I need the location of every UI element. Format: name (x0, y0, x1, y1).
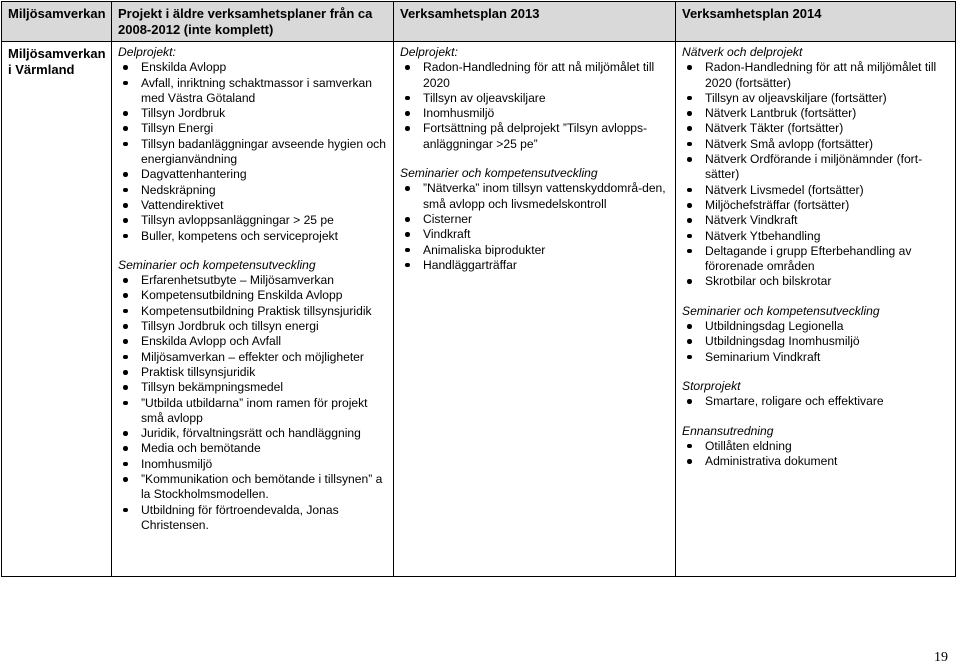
list-item: Nätverk Lantbruk (fortsätter) (682, 106, 951, 121)
list-item: Utbildningsdag Legionella (682, 319, 951, 334)
bullet-list (118, 60, 389, 244)
list-item: Nätverk Livsmedel (fortsätter) (682, 183, 951, 198)
list-item: ”Nätverka” inom tillsyn vattenskyddområ-den, små avlopp och livsmedelskontroll (400, 181, 671, 212)
list-item: Nätverk Ordförande i miljönämnder (fort-sätter) (682, 152, 951, 183)
list-item: Vattendirektivet (118, 198, 389, 213)
plan-2014-cell (676, 42, 956, 577)
list-item: Tillsyn badanläggningar avseende hygien och energianvändning (118, 137, 389, 168)
list-item: Fortsättning på delprojekt ”Tilsyn avlopps-anläggningar >25 pe” (400, 121, 671, 152)
bullet-list (400, 60, 671, 152)
list-item: Tillsyn av oljeavskiljare (fortsätter) (682, 91, 951, 106)
list-item: Praktisk tillsynsjuridik (118, 365, 389, 380)
list-item: Vindkraft (400, 227, 671, 242)
list-item: Avfall, inriktning schaktmassor i samverkan med Västra Götaland (118, 76, 389, 107)
header-cell: Verksamhetsplan 2013 (394, 2, 676, 42)
list-item: Media och bemötande (118, 441, 389, 456)
list-item: Enskilda Avlopp och Avfall (118, 334, 389, 349)
list-item: Dagvattenhantering (118, 167, 389, 182)
list-item: Kompetensutbildning Enskilda Avlopp (118, 288, 389, 303)
table-row (2, 42, 956, 577)
section-heading: Ennansutredning (682, 423, 774, 438)
bullet-list (400, 181, 671, 273)
header-cell: Projekt i äldre verksamhetsplaner från ca 2008-2012 (inte komplett) (112, 2, 394, 42)
list-item: Otillåten eldning (682, 439, 951, 454)
list-item: Administrativa dokument (682, 454, 951, 469)
list-item: Utbildningsdag Inomhusmiljö (682, 334, 951, 349)
list-item: Tillsyn Jordbruk och tillsyn energi (118, 319, 389, 334)
list-item: Juridik, förvaltningsrätt och handläggning (118, 426, 389, 441)
section-heading: Delprojekt: (118, 45, 176, 59)
list-item: Tillsyn Energi (118, 121, 389, 136)
list-item: Buller, kompetens och serviceprojekt (118, 229, 389, 244)
list-item: Kompetensutbildning Praktisk tillsynsjuridik (118, 304, 389, 319)
list-item: Enskilda Avlopp (118, 60, 389, 75)
header-cell: Miljösamverkan (2, 2, 112, 42)
bullet-list (682, 319, 951, 365)
list-item: Erfarenhetsutbyte – Miljösamverkan (118, 273, 389, 288)
section-heading: Delprojekt: (400, 45, 458, 59)
list-item: Seminarium Vindkraft (682, 350, 951, 365)
section-heading: Storprojekt (682, 378, 741, 393)
section-heading: Nätverk och delprojekt (682, 45, 803, 59)
section-heading: Seminarier och kompetensutveckling (400, 166, 598, 181)
list-item: ”Kommunikation och bemötande i tillsynen” a la Stockholmsmodellen. (118, 472, 389, 503)
list-item: Nätverk Vindkraft (682, 213, 951, 228)
section-heading: Seminarier och kompetensutveckling (118, 257, 316, 272)
list-item: Handläggarträffar (400, 258, 671, 273)
list-item: Radon-Handledning för att nå miljömålet till 2020 (fortsätter) (682, 60, 951, 91)
bullet-list (118, 273, 389, 533)
list-item: Deltagande i grupp Efterbehandling av förorenade områden (682, 244, 951, 275)
list-item: Tillsyn avloppsanläggningar > 25 pe (118, 213, 389, 228)
bullet-list (682, 394, 951, 409)
list-item: Inomhusmiljö (118, 457, 389, 472)
list-item: Smartare, roligare och effektivare (682, 394, 951, 409)
list-item: ”Utbilda utbildarna” inom ramen för projekt små avlopp (118, 396, 389, 427)
list-item: Tillsyn av oljeavskiljare (400, 91, 671, 106)
list-item: Cisterner (400, 212, 671, 227)
header-row (2, 2, 956, 42)
bullet-list (682, 60, 951, 289)
list-item: Animaliska biprodukter (400, 243, 671, 258)
list-item: Radon-Handledning för att nå miljömålet till 2020 (400, 60, 671, 91)
list-item: Nätverk Små avlopp (fortsätter) (682, 137, 951, 152)
activity-plan-table (1, 1, 956, 577)
list-item: Nedskräpning (118, 183, 389, 198)
list-item: Inomhusmiljö (400, 106, 671, 121)
bullet-list (682, 439, 951, 470)
list-item: Miljösamverkan – effekter och möjligheter (118, 350, 389, 365)
page-number: 19 (934, 650, 948, 665)
section-heading: Seminarier och kompetensutveckling (682, 303, 880, 318)
list-item: Tillsyn bekämpningsmedel (118, 380, 389, 395)
list-item: Skrotbilar och bilskrotar (682, 274, 951, 289)
header-cell: Verksamhetsplan 2014 (676, 2, 956, 42)
list-item: Nätverk Ytbehandling (682, 229, 951, 244)
list-item: Tillsyn Jordbruk (118, 106, 389, 121)
row-label: Miljösamverkan i Värmland (2, 42, 112, 577)
list-item: Miljöchefsträffar (fortsätter) (682, 198, 951, 213)
plan-2013-cell (394, 42, 676, 577)
list-item: Utbildning för förtroendevalda, Jonas Christensen. (118, 503, 389, 534)
list-item: Nätverk Täkter (fortsätter) (682, 121, 951, 136)
older-projects-cell (112, 42, 394, 577)
